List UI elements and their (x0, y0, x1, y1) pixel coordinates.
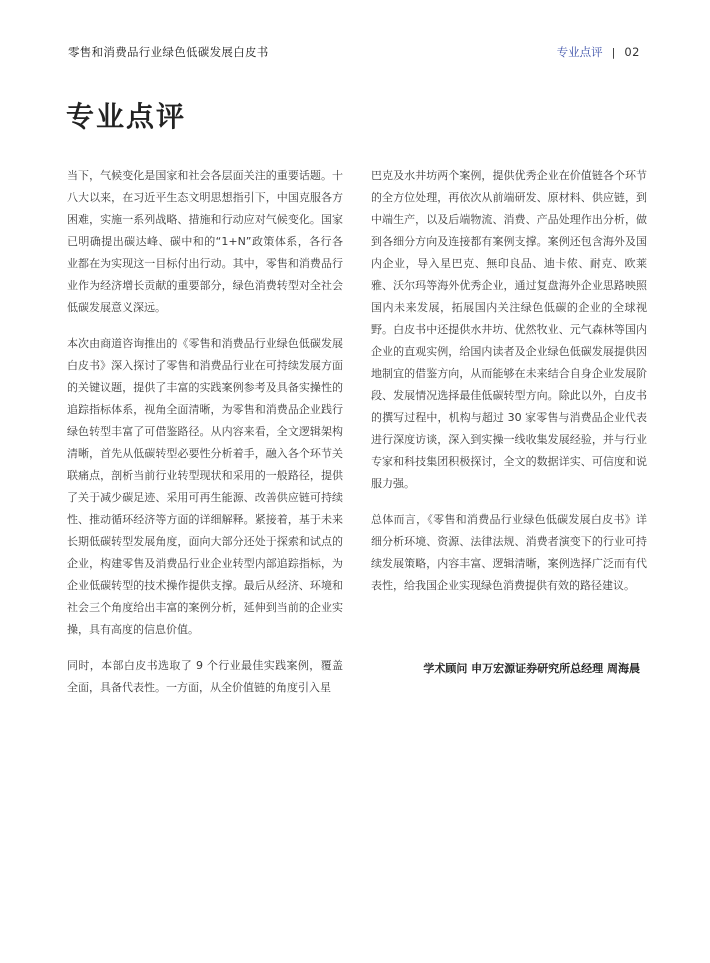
paragraph: 巴克及水井坊两个案例，提供优秀企业在价值链各个环节的全方位处理，再依次从前端研发、原材料、供应链，到中端生产，以及后端物流、消费、产品处理作出分析，做到各细分方向及连接都有案例支撑。案例还包含海外及国内企业，导入星巴克、無印良品、迪卡侬、耐克、欧莱雅、沃尔玛等海外优秀企业，通过复盘海外企业思路映照国内未来发展，拓展国内关注绿色低碳的企业的全球视野。白皮书中还提供水井坊、优然牧业、元气森林等国内企业的直观实例，给国内读者及企业绿色低碳发展提供因地制宜的借鉴方向，从而能够在未来结合自身企业发展阶段、发展情况选择最佳低碳转型方向。除此以外，白皮书的撰写过程中，机构与超过 30 家零售与消费品企业代表进行深度访谈，深入到实操一线收集发展经验，并与行业专家和科技集团积极探讨，全文的数据详实、可信度和说服力强。 (371, 169, 647, 490)
page-title: 专业点评 (66, 100, 187, 133)
page-number: 02 (624, 45, 640, 59)
header-separator: | (611, 45, 616, 59)
running-header-title: 零售和消费品行业绿色低碳发展白皮书 (68, 45, 269, 59)
paragraph: 总体而言，《零售和消费品行业绿色低碳发展白皮书》详细分析环境、资源、法律法规、消费者演变下的行业可持续发展策略，内容丰富、逻辑清晰，案例选择广泛而有代表性，给我国企业实现绿色消费提供有效的路径建议。 (371, 513, 647, 592)
paragraph: 同时，本部白皮书选取了 9 个行业最佳实践案例，覆盖全面，具备代表性。一方面，从全价值链的角度引入星 (67, 659, 343, 694)
running-header-right (557, 44, 640, 60)
left-column (67, 165, 343, 713)
paragraph: 本次由商道咨询推出的《零售和消费品行业绿色低碳发展白皮书》深入探讨了零售和消费品行业在可持续发展方面的关键议题，提供了丰富的实践案例参考及具备实操性的追踪指标体系，视角全面清晰，为零售和消费品企业践行绿色转型丰富了可借鉴路径。从内容来看，全文逻辑架构清晰，首先从低碳转型必要性分析着手，融入各个环节关联痛点，剖析当前行业转型现状和采用的一般路径，提供了关于减少碳足迹、采用可再生能源、改善供应链可持续性、推动循环经济等方面的详细解释。紧接着，基于未来长期低碳转型发展角度，面向大部分还处于探索和试点的企业，构建零售及消费品行业企业转型内部追踪指标，为企业低碳转型的技术操作提供支撑。最后从经济、环境和社会三个角度给出丰富的案例分析，延伸到当前的企业实操，具有高度的信息价值。 (67, 337, 343, 636)
paragraph: 当下，气候变化是国家和社会各层面关注的重要话题。十八大以来，在习近平生态文明思想指引下，中国克服各方困难，实施一系列战略、措施和行动应对气候变化。国家已明确提出碳达峰、碳中和的“1+N”政策体系，各行各业都在为实现这一目标付出行动。其中，零售和消费品行业作为经济增长贡献的重要部分，绿色消费转型对全社会低碳发展意义深远。 (67, 169, 343, 314)
signature: 学术顾问 申万宏源证券研究所总经理 周海晨 (423, 662, 640, 675)
section-label: 专业点评 (556, 45, 603, 59)
right-column (371, 165, 647, 611)
